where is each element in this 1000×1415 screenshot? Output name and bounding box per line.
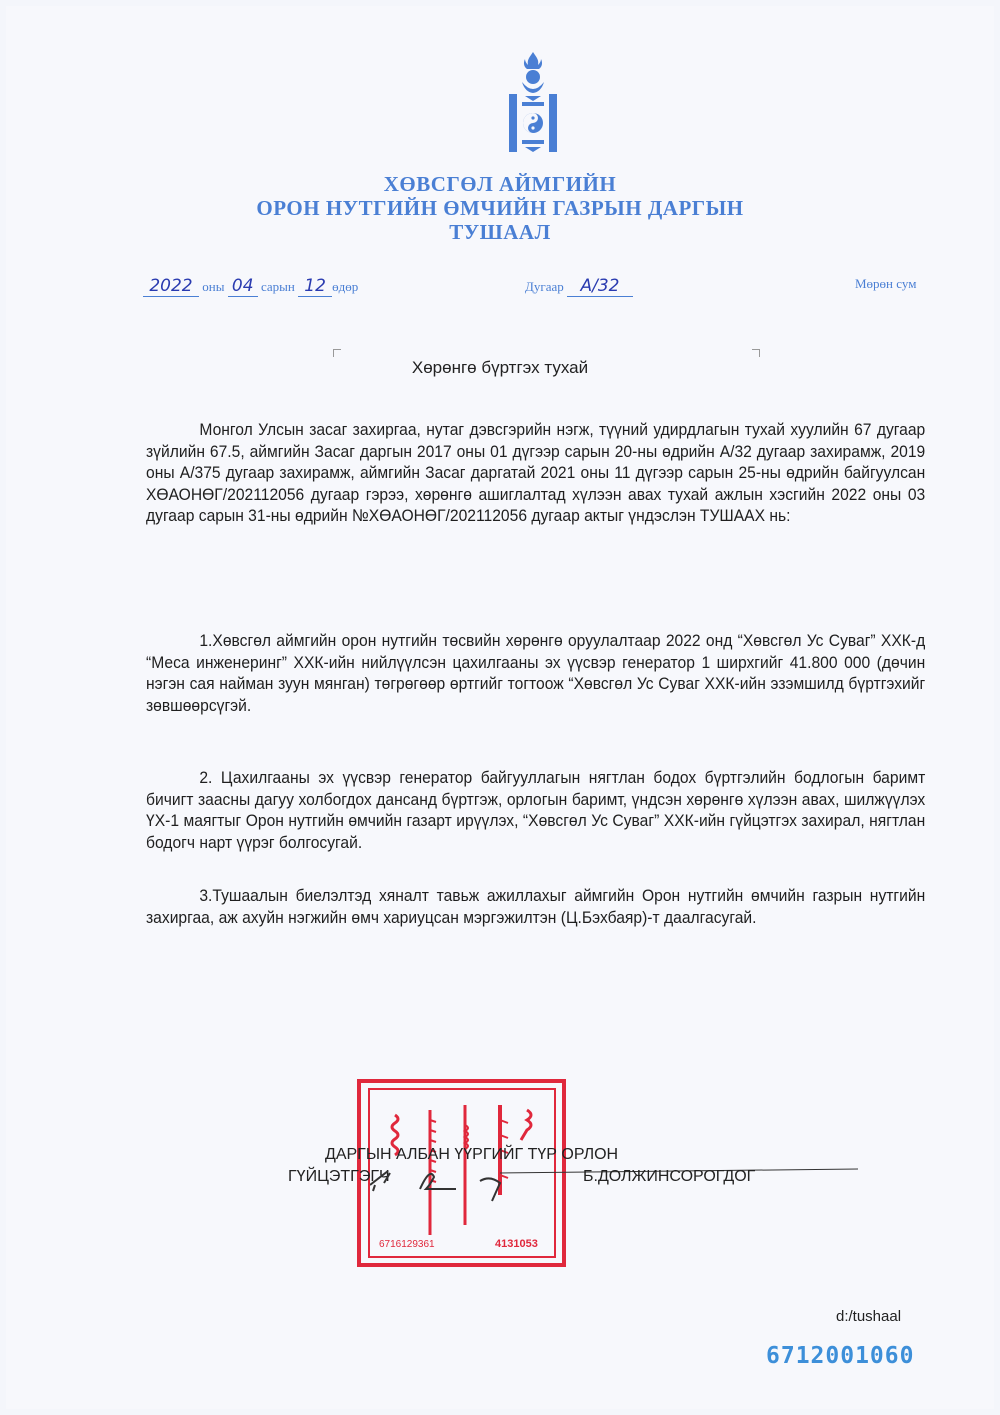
paragraph-preamble: Монгол Улсын засаг захиргаа, нутаг дэвсгэрийн нэгж, түүний удирдлагын тухай хуулийн 67 дугаар зүйлийн 67.5, аймгийн Засаг даргын 2017 оны 01 дүгээр сарын 20-ны өдрийн А/32 дугаар захирамж, 2019 оны А/375 дугаар захирамж, аймгийн Засаг даргатай 2021 оны 11 дүгээр сарын 25-ны өдрийн байгуулсан ХӨАОНӨГ/202112056 дугаар гэрээ, хөрөнгө ашиглалтад хүлээн авах тухай ажлын хэсгийн 2022 оны 03 дугаар сарын 31-ны өдрийн №ХӨАОНӨГ/202112056 дугаар актыг үндэслэн ТУШААХ нь: [146,420,926,526]
file-path: d:/tushaal [836,1308,902,1325]
serial-number-stamp: 6712001060 [766,1343,915,1369]
header-line-1: ХӨВСГӨЛ АЙМГИЙН [383,172,617,196]
stamp-left-number: 6716129361 [379,1239,435,1250]
signer-title-line-1: ДАРГЫН АЛБАН ҮҮРГИЙГ ТҮР ОРЛОН [325,1146,619,1163]
date-day-label: өдөр [332,279,359,294]
order-number-label: Дугаар [525,279,564,294]
order-number: А/32 [567,276,633,297]
corner-mark-left [333,349,341,357]
order-number-field [525,276,633,297]
signer-title-line-2: ГҮЙЦЭТГЭГЧ [288,1168,390,1185]
paragraph-item-3: 3.Тушаалын биелэлтэд хяналт тавьж ажиллахыг аймгийн Орон нутгийн өмчийн газрын нутгийн захиргаа, аж ахуйн нэгжийн өмч хариуцсан мэргэжилтэн (Ц.Бэхбаяр)-т даалгасугай. [146,886,926,927]
soyombo-emblem-icon [506,50,560,160]
paragraph-item-1: 1.Хөвсгөл аймгийн орон нутгийн төсвийн хөрөнгө оруулалтаар 2022 онд “Хөвсгөл Ус Суваг” ХХК-д “Меса инженеринг” ХХК-ийн нийлүүлсэн цахилгааны эх үүсвэр генератор 1 ширхгийг 41.800 000 (дөчин нэгэн сая найман зуун мянган) төгрөгөөр өртгийг тогтоож “Хөвсгөл Ус Суваг ХХК-ийн эзэмшилд бүртгэхийг зөвшөөрсүгэй. [146,631,926,715]
date-month-label: сарын [260,279,295,294]
corner-mark-right [752,349,760,357]
date-year-label: оны [202,279,225,294]
subject-title: Хөрөнгө бүртгэх тухай [411,358,589,377]
header-line-3: ТУШААЛ [449,220,551,244]
date-year: 2022 [143,276,199,297]
date-field [143,276,358,297]
paragraph-item-2: 2. Цахилгааны эх үүсвэр генератор байгууллагын нягтлан бодох бүртгэлийн бодлогын баримт бичигт заасны дагуу холбогдох дансанд бүртгэж, орлогын баримт, үндсэн хөрөнгө хүлээн авах, шилжүүлэх ҮХ-1 маягтыг Орон нутгийн өмчийн газарт ирүүлэх, “Хөвсгөл Ус Суваг” ХХК-ийн гүйцэтгэх захирал, нягтлан бодогч нарт үүрэг болгосугай. [146,768,926,852]
date-month: 04 [228,276,258,297]
date-day: 12 [298,276,332,297]
header-line-2: ОРОН НУТГИЙН ӨМЧИЙН ГАЗРЫН ДАРГЫН [256,196,744,220]
signer-name: Б.ДОЛЖИНСОРОГДОГ [583,1168,756,1185]
stamp-right-number: 4131053 [495,1238,538,1250]
place: Мөрөн сум [855,276,917,291]
